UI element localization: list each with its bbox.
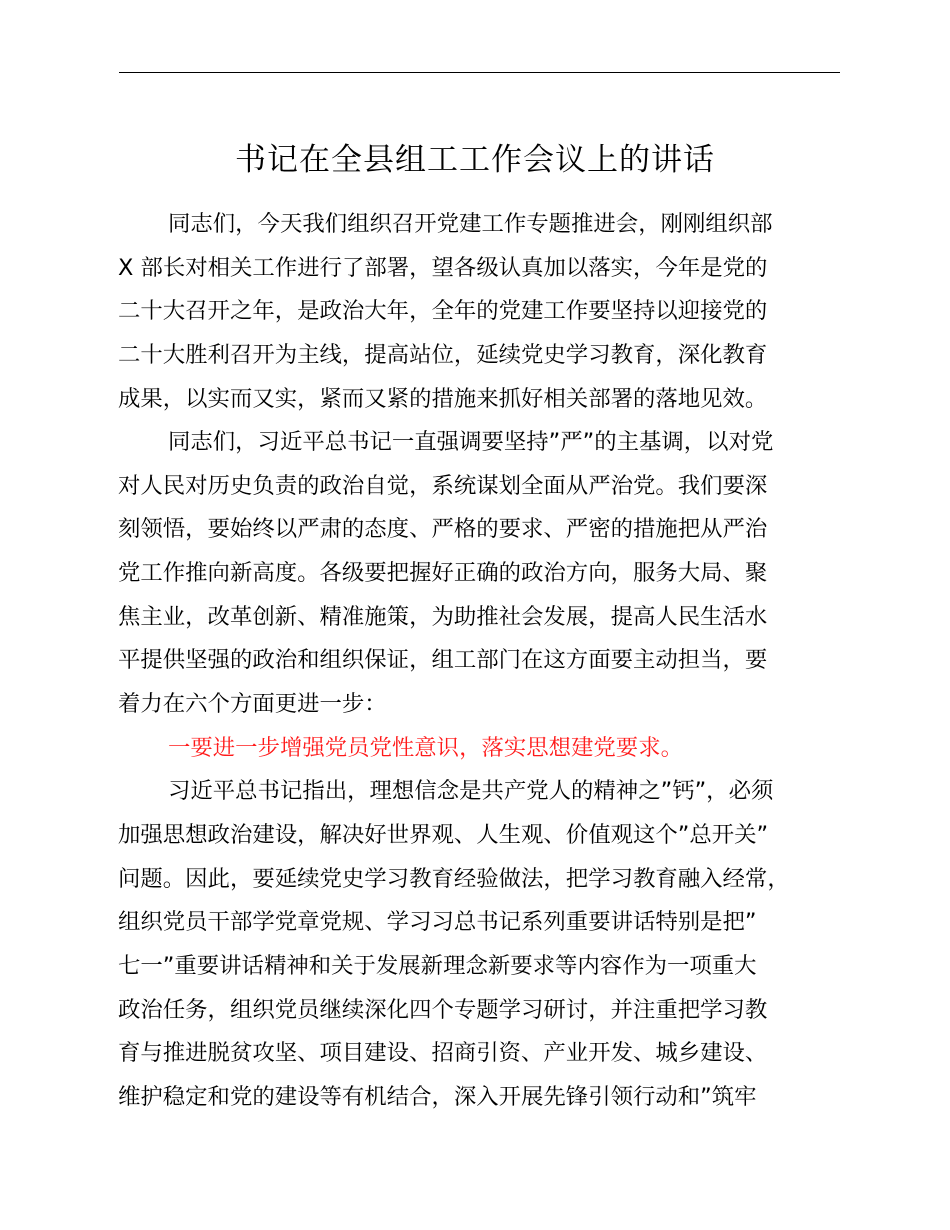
body-text-line: 维护稳定和党的建设等有机结合，深入开展先锋引领行动和”筑牢 <box>118 1083 757 1110</box>
body-text-line: 政治任务，组织党员继续深化四个专题学习研讨，并注重把学习教 <box>118 996 768 1023</box>
body-text-line: 党工作推向新高度。各级要把握好正确的政治方向，服务大局、聚 <box>118 560 768 587</box>
body-text-line: 七一”重要讲话精神和关于发展新理念新要求等内容作为一项重大 <box>118 952 757 979</box>
body-text-line: 问题。因此，要延续党史学习教育经验做法，把学习教育融入经常， <box>118 865 790 892</box>
body-text-line: 育与推进脱贫攻坚、项目建设、招商引资、产业开发、城乡建设、 <box>118 1040 768 1067</box>
page-title: 书记在全县组工工作会议上的讲话 <box>235 142 715 178</box>
body-text-line: 同志们，今天我们组织召开党建工作专题推进会，刚刚组织部 <box>168 211 773 237</box>
body-text-line: 组织党员干部学党章党规、学习习总书记系列重要讲话特别是把” <box>118 909 757 936</box>
document-body <box>118 203 842 1119</box>
section-heading-line: 一要进一步增强党员党性意识，落实思想建党要求。 <box>168 734 683 761</box>
body-text-line: 刻领悟，要始终以严肃的态度、严格的要求、严密的措施把从严治 <box>118 516 768 543</box>
body-text-line: 着力在六个方面更进一步： <box>118 691 387 718</box>
body-text-line: 焦主业，改革创新、精准施策，为助推社会发展，提高人民生活水 <box>118 603 768 630</box>
body-text-line: 加强思想政治建设，解决好世界观、人生观、价值观这个”总开关” <box>118 821 769 848</box>
body-text-line: 平提供坚强的政治和组织保证，组工部门在这方面要主动担当，要 <box>118 647 768 674</box>
body-text-line: 二十大胜利召开为主线，提高站位，延续党史学习教育，深化教育 <box>118 341 768 368</box>
body-text-line: 习近平总书记指出，理想信念是共产党人的精神之”钙”，必须 <box>168 778 774 805</box>
body-text-line: 对人民对历史负责的政治自觉，系统谋划全面从严治党。我们要深 <box>118 472 768 499</box>
body-text-line: 同志们，习近平总书记一直强调要坚持”严”的主基调，以对党 <box>168 429 774 456</box>
header-rule <box>119 72 840 73</box>
body-text-line: 成果，以实而又实，紧而又紧的措施来抓好相关部署的落地见效。 <box>118 385 768 412</box>
body-text-line: 二十大召开之年，是政治大年，全年的党建工作要坚持以迎接党的 <box>118 298 768 325</box>
body-text-line: X 部长对相关工作进行了部署，望各级认真加以落实，今年是党的 <box>118 254 768 281</box>
